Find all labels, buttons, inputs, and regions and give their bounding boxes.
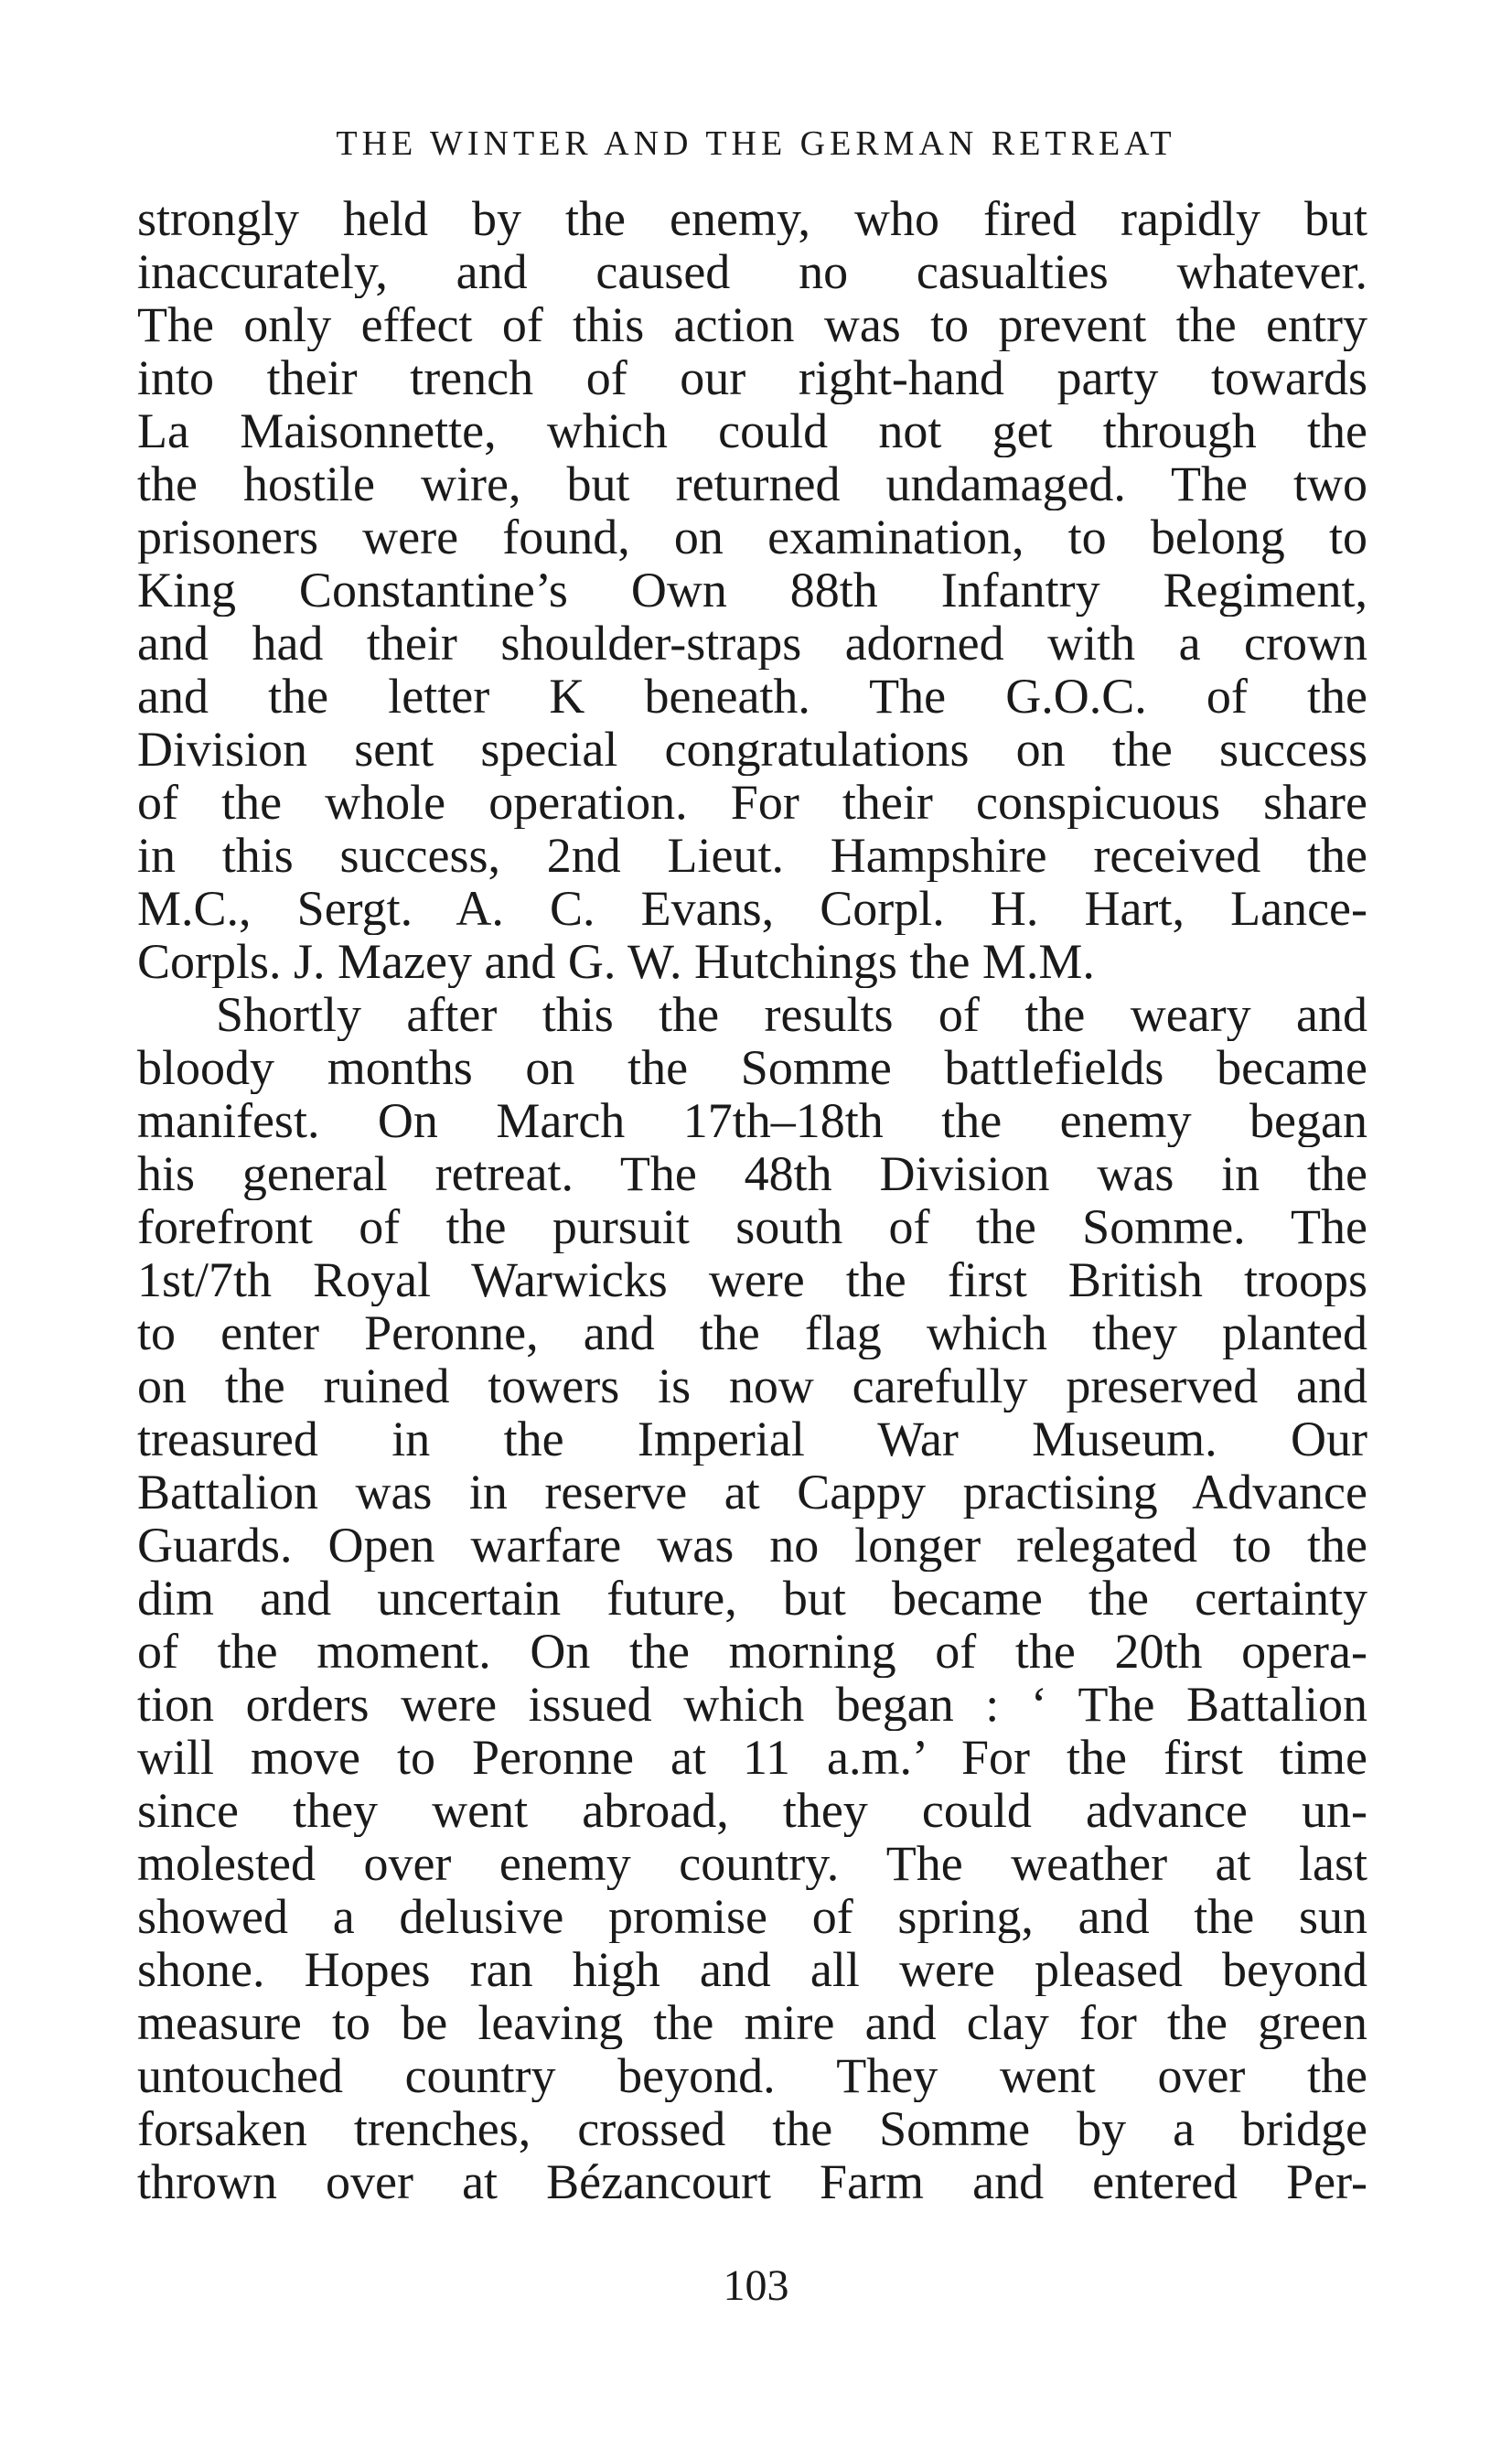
text-line: Guards. Open warfare was no longer relegated to the bbox=[137, 1519, 1367, 1572]
text-line: forsaken trenches, crossed the Somme by a bridge bbox=[137, 2102, 1367, 2155]
text-line: La Maisonnette, which could not get through the bbox=[137, 404, 1367, 457]
text-line: Division sent special congratulations on the success bbox=[137, 723, 1367, 776]
text-line: inaccurately, and caused no casualties whatever. bbox=[137, 245, 1367, 298]
text-line: will move to Peronne at 11 a.m.’ For the first time bbox=[137, 1731, 1367, 1784]
text-line: his general retreat. The 48th Division was in the bbox=[137, 1147, 1367, 1200]
text-line: tion orders were issued which began : ‘ The Battalion bbox=[137, 1678, 1367, 1731]
text-line: The only effect of this action was to prevent the entry bbox=[137, 298, 1367, 351]
text-line: bloody months on the Somme battlefields became bbox=[137, 1041, 1367, 1094]
text-line: thrown over at Bézancourt Farm and entered Per- bbox=[137, 2155, 1367, 2208]
text-line: forefront of the pursuit south of the Somme. The bbox=[137, 1200, 1367, 1253]
text-line: Corpls. J. Mazey and G. W. Hutchings the M.M. bbox=[137, 935, 1095, 988]
text-line: molested over enemy country. The weather at last bbox=[137, 1837, 1367, 1890]
text-line: showed a delusive promise of spring, and the sun bbox=[137, 1890, 1367, 1943]
text-line: and had their shoulder-straps adorned with a crown bbox=[137, 617, 1367, 670]
text-line: of the whole operation. For their conspicuous share bbox=[137, 776, 1367, 829]
body-text bbox=[137, 192, 1367, 2208]
text-line: of the moment. On the morning of the 20th opera- bbox=[137, 1625, 1367, 1678]
text-line: treasured in the Imperial War Museum. Our bbox=[137, 1412, 1367, 1466]
text-line: in this success, 2nd Lieut. Hampshire received the bbox=[137, 829, 1367, 882]
text-line: King Constantine’s Own 88th Infantry Regiment, bbox=[137, 564, 1367, 617]
text-line: Battalion was in reserve at Cappy practising Advance bbox=[137, 1466, 1367, 1519]
text-line: to enter Peronne, and the flag which they planted bbox=[137, 1306, 1367, 1359]
text-line: shone. Hopes ran high and all were pleased beyond bbox=[137, 1943, 1367, 1996]
page-number: 103 bbox=[723, 2261, 789, 2310]
text-line: dim and uncertain future, but became the certainty bbox=[137, 1572, 1367, 1625]
text-line: untouched country beyond. They went over the bbox=[137, 2049, 1367, 2102]
text-line: manifest. On March 17th–18th the enemy began bbox=[137, 1094, 1367, 1147]
text-line: 1st/7th Royal Warwicks were the first British troops bbox=[137, 1253, 1367, 1306]
text-line: on the ruined towers is now carefully preserved and bbox=[137, 1359, 1367, 1412]
text-line: the hostile wire, but returned undamaged. The two bbox=[137, 457, 1367, 510]
text-line: prisoners were found, on examination, to belong to bbox=[137, 510, 1367, 564]
text-line: strongly held by the enemy, who fired rapidly but bbox=[137, 192, 1367, 245]
text-line: and the letter K beneath. The G.O.C. of the bbox=[137, 670, 1367, 723]
text-line: into their trench of our right-hand party towards bbox=[137, 351, 1367, 404]
running-head: THE WINTER AND THE GERMAN RETREAT bbox=[336, 124, 1176, 163]
text-line: M.C., Sergt. A. C. Evans, Corpl. H. Hart, Lance- bbox=[137, 882, 1367, 935]
text-line: since they went abroad, they could advance un- bbox=[137, 1784, 1367, 1837]
text-line: Shortly after this the results of the weary and bbox=[216, 988, 1367, 1041]
text-line: measure to be leaving the mire and clay for the green bbox=[137, 1996, 1367, 2049]
